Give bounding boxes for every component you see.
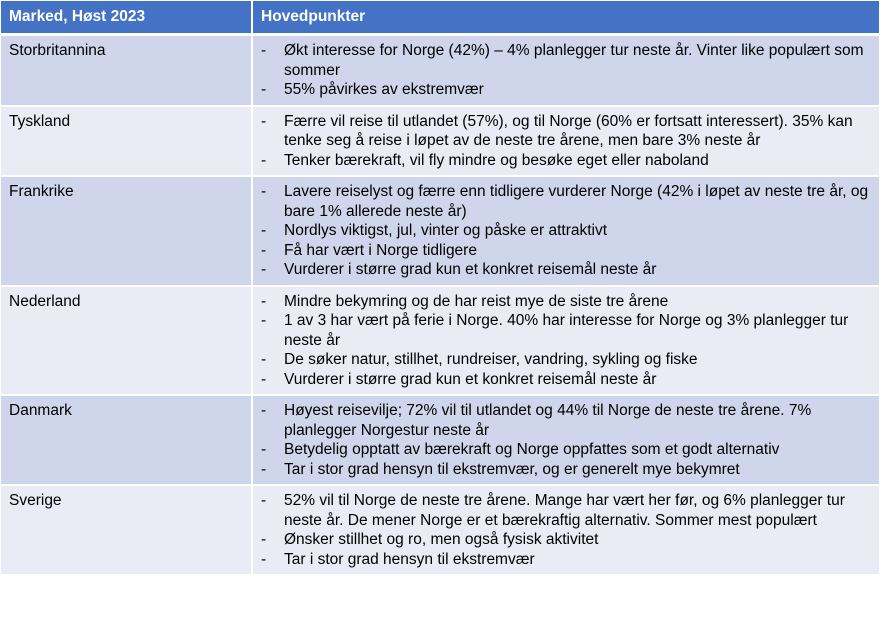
key-point-text: 1 av 3 har vært på ferie i Norge. 40% har interesse for Norge og 3% planlegger tur neste år bbox=[284, 312, 849, 349]
key-point-text: Tenker bærekraft, vil fly mindre og besøke eget eller naboland bbox=[284, 151, 709, 169]
bullet-dash-icon: - bbox=[261, 550, 267, 568]
key-point bbox=[261, 182, 873, 221]
bullet-dash-icon: - bbox=[261, 441, 267, 458]
key-points-list bbox=[261, 41, 873, 100]
bullet-dash-icon: - bbox=[261, 492, 267, 509]
key-point-text: Tar i stor grad hensyn til ekstremvær, og er generelt mye bekymret bbox=[284, 460, 740, 478]
key-points-list bbox=[261, 182, 873, 280]
key-point-text: Lavere reiselyst og færre enn tidligere vurderer Norge (42% i løpet av neste tre år, og bare 1% allerede neste år) bbox=[284, 183, 869, 220]
bullet-dash-icon: - bbox=[261, 241, 267, 259]
bullet-dash-icon: - bbox=[261, 261, 267, 278]
key-points-list bbox=[261, 112, 873, 171]
key-point bbox=[261, 311, 873, 350]
key-point-text: Høyest reisevilje; 72% vil til utlandet og 44% til Norge de neste tre årene. 7% planlegger Norgestur neste år bbox=[284, 402, 812, 439]
header-row bbox=[1, 1, 879, 35]
key-points-cell bbox=[252, 35, 879, 106]
key-point bbox=[261, 221, 873, 241]
key-point bbox=[261, 260, 873, 280]
key-point-text: Få har vært i Norge tidligere bbox=[284, 241, 477, 259]
key-point-text: 52% vil til Norge de neste tre årene. Mange har vært her før, og 6% planlegger tur neste år. De mener Norge er et bærekraftig alternativ. Sommer mest populært bbox=[284, 492, 845, 529]
market-name: Frankrike bbox=[1, 176, 252, 286]
key-point-text: Ønsker stillhet og ro, men også fysisk aktivitet bbox=[284, 531, 599, 548]
bullet-dash-icon: - bbox=[261, 460, 267, 478]
header-market: Marked, Høst 2023 bbox=[1, 1, 252, 35]
market-summary-table bbox=[1, 1, 879, 576]
bullet-dash-icon: - bbox=[261, 531, 267, 548]
key-point-text: Mindre bekymring og de har reist mye de siste tre årene bbox=[284, 292, 669, 310]
key-points-list bbox=[261, 401, 873, 479]
header-key-points: Hovedpunkter bbox=[252, 1, 879, 35]
key-point-text: Økt interesse for Norge (42%) – 4% planlegger tur neste år. Vinter like populært som sommer bbox=[284, 42, 864, 79]
market-name: Sverige bbox=[1, 485, 252, 575]
bullet-dash-icon: - bbox=[261, 112, 267, 130]
key-point bbox=[261, 112, 873, 151]
key-point-text: Vurderer i større grad kun et konkret reisemål neste år bbox=[284, 370, 657, 388]
key-point bbox=[261, 550, 873, 570]
key-point bbox=[261, 41, 873, 80]
table-row bbox=[1, 395, 879, 485]
key-point bbox=[261, 80, 873, 100]
key-point bbox=[261, 350, 873, 370]
key-point-text: Betydelig opptatt av bærekraft og Norge oppfattes som et godt alternativ bbox=[284, 441, 780, 458]
bullet-dash-icon: - bbox=[261, 151, 267, 169]
key-point bbox=[261, 401, 873, 440]
bullet-dash-icon: - bbox=[261, 42, 267, 59]
key-point bbox=[261, 292, 873, 312]
table-row bbox=[1, 485, 879, 575]
bullet-dash-icon: - bbox=[261, 292, 267, 310]
key-point-text: Tar i stor grad hensyn til ekstremvær bbox=[284, 550, 535, 568]
market-name: Tyskland bbox=[1, 106, 252, 177]
key-points-list bbox=[261, 491, 873, 569]
table-row bbox=[1, 106, 879, 177]
table-row bbox=[1, 286, 879, 396]
key-points-cell bbox=[252, 106, 879, 177]
key-point bbox=[261, 370, 873, 390]
table-row bbox=[1, 35, 879, 106]
key-point bbox=[261, 530, 873, 550]
key-point-text: Nordlys viktigst, jul, vinter og påske er attraktivt bbox=[284, 222, 608, 239]
key-point bbox=[261, 151, 873, 171]
table-body bbox=[1, 35, 879, 576]
key-point-text: Vurderer i større grad kun et konkret reisemål neste år bbox=[284, 261, 657, 278]
key-point-text: De søker natur, stillhet, rundreiser, vandring, sykling og fiske bbox=[284, 351, 698, 368]
market-name: Danmark bbox=[1, 395, 252, 485]
market-name: Storbritannina bbox=[1, 35, 252, 106]
bullet-dash-icon: - bbox=[261, 222, 267, 239]
key-points-cell bbox=[252, 176, 879, 286]
bullet-dash-icon: - bbox=[261, 81, 267, 98]
key-points-cell bbox=[252, 286, 879, 396]
key-point bbox=[261, 241, 873, 261]
key-points-cell bbox=[252, 395, 879, 485]
key-point-text: 55% påvirkes av ekstremvær bbox=[284, 81, 484, 98]
key-point bbox=[261, 460, 873, 480]
market-name: Nederland bbox=[1, 286, 252, 396]
key-points-cell bbox=[252, 485, 879, 575]
key-point-text: Færre vil reise til utlandet (57%), og til Norge (60% er fortsatt interessert). 35% kan tenke seg å reise i løpet av de neste tre årene, men bare 3% neste år bbox=[284, 112, 853, 149]
bullet-dash-icon: - bbox=[261, 312, 267, 329]
table-row bbox=[1, 176, 879, 286]
key-point bbox=[261, 440, 873, 460]
key-point bbox=[261, 491, 873, 530]
bullet-dash-icon: - bbox=[261, 402, 267, 419]
bullet-dash-icon: - bbox=[261, 183, 267, 200]
bullet-dash-icon: - bbox=[261, 370, 267, 388]
bullet-dash-icon: - bbox=[261, 351, 267, 368]
key-points-list bbox=[261, 292, 873, 390]
